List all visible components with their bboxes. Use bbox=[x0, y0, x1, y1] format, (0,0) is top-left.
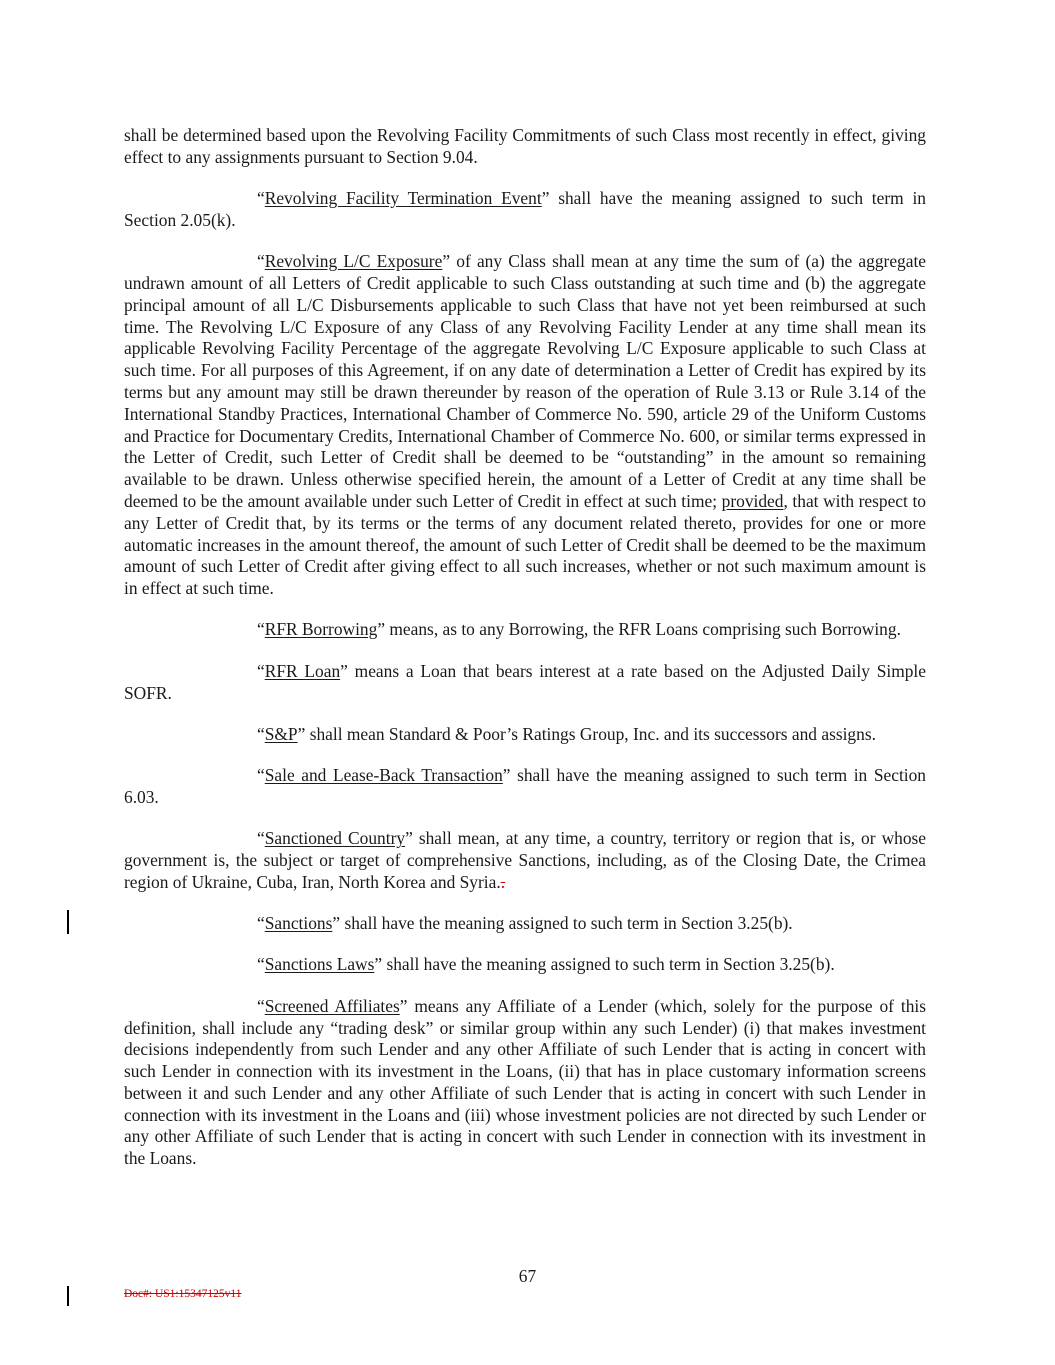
definition-text: shall have the meaning assigned to such term in Section 3.25(b). bbox=[340, 913, 793, 934]
definition-sale-and-lease-back-transaction: “Sale and Lease-Back Transaction” shall have the meaning assigned to such term in Section 6.03. bbox=[124, 765, 927, 807]
definition-text: shall mean Standard & Poor’s Ratings Group, Inc. and its successors and assigns. bbox=[305, 723, 876, 744]
document-id-footer: Doc#: US1:15347125v11 bbox=[124, 1288, 242, 1300]
defined-term: Sanctioned Country bbox=[264, 828, 406, 849]
change-bar-footer bbox=[67, 1286, 69, 1306]
definition-text-continued: , that with respect to any Letter of Credit that, by its terms or the terms of any document related thereto, provides for one or more automatic increases in the amount thereof, the amount of such Letter of Credit shall be deemed to be the maximum amount of such Letter of Credit after giving effect to all such increases, whether or not such maximum amount is in effect at such time. bbox=[124, 490, 926, 599]
definition-revolving-lc-exposure: “Revolving L/C Exposure” of any Class shall mean at any time the sum of (a) the aggregate undrawn amount of all Letters of Credit applicable to such Class outstanding at such time and (b) the aggregate principal amount of all L/C Disbursements applicable to such Class that have not yet been reimbursed at such time. The Revolving L/C Exposure of any Class of any Revolving Facility Lender at any time shall mean its applicable Revolving Facility Percentage of the aggregate Revolving L/C Exposure applicable to such Class at such time. For all purposes of this Agreement, if on any date of determination a Letter of Credit has expired by its terms but any amount may still be drawn thereunder by reason of the operation of Rule 3.13 or Rule 3.14 of the International Standby Practices, International Chamber of Commerce No. 590, article 29 of the Uniform Customs and Practice for Documentary Credits, International Chamber of Commerce No. 600, or similar terms expressed in the Letter of Credit, such Letter of Credit shall be deemed to be “outstanding” in the amount so remaining available to be drawn. Unless otherwise specified herein, the amount of a Letter of Credit at any time shall be deemed to be the amount available under such Letter of Credit in effect at such time; provided, that with respect to any Letter of Credit that, by its terms or the terms of any document related thereto, provides for one or more automatic increases in the amount thereof, the amount of such Letter of Credit shall be deemed to be the maximum amount of such Letter of Credit after giving effect to all such increases, whether or not such maximum amount is in effect at such time. bbox=[124, 251, 927, 599]
document-body bbox=[124, 125, 926, 1190]
definition-text: shall have the meaning assigned to such term in Section 2.05(k). bbox=[124, 188, 926, 230]
defined-term: Sanctions bbox=[264, 913, 333, 934]
defined-term: RFR Loan bbox=[264, 660, 341, 681]
definition-text: shall have the meaning assigned to such term in Section 6.03. bbox=[124, 765, 927, 807]
definition-text: means, as to any Borrowing, the RFR Loans comprising such Borrowing. bbox=[385, 619, 901, 640]
definition-sanctions: “Sanctions” shall have the meaning assigned to such term in Section 3.25(b). bbox=[257, 913, 793, 934]
deleted-text-markup: . bbox=[500, 871, 506, 892]
definition-text: means any Affiliate of a Lender (which, solely for the purpose of this definition, shall include any “trading desk” or similar group within any such Lender) (i) that makes investment decisions independently from such Lender and any other Affiliate of such Lender that is acting in concert with such Lender in connection with its investment in the Loans, (ii) that has in place customary information screens between it and such Lender and any other Affiliate of such Lender that is acting in concert with such Lender in connection with its investment in the Loans and (iii) whose investment policies are not directed by such Lender or any other Affiliate of such Lender that is acting in concert with such Lender in connection with its investment in the Loans. bbox=[124, 995, 926, 1169]
definition-screened-affiliates: “Screened Affiliates” means any Affiliate of a Lender (which, solely for the purpose of this definition, shall include any “trading desk” or similar group within any such Lender) (i) that makes investment decisions independently from such Lender and any other Affiliate of such Lender that is acting in concert with such Lender in connection with its investment in the Loans, (ii) that has in place customary information screens between it and such Lender and any other Affiliate of such Lender that is acting in concert with such Lender in connection with its investment in the Loans and (iii) whose investment policies are not directed by such Lender or any other Affiliate of such Lender that is acting in concert with such Lender in connection with its investment in the Loans. bbox=[124, 995, 926, 1169]
definition-text: shall mean, at any time, a country, territory or region that is, or whose government is, the subject or target of comprehensive Sanctions, including, as of the Closing Date, the Crimea region of Ukraine, Cuba, Iran, North Korea and Syria. bbox=[124, 828, 927, 892]
defined-term: Sanctions Laws bbox=[264, 954, 375, 975]
definition-text: means a Loan that bears interest at a rate based on the Adjusted Daily Simple SOFR. bbox=[124, 660, 926, 703]
defined-term: Sale and Lease-Back Transaction bbox=[264, 765, 503, 786]
definition-revolving-facility-termination-event: “Revolving Facility Termination Event” shall have the meaning assigned to such term in Section 2.05(k). bbox=[124, 188, 926, 230]
continuation-paragraph bbox=[124, 125, 926, 169]
defined-term: Screened Affiliates bbox=[264, 995, 400, 1016]
defined-term: S&P bbox=[264, 723, 298, 744]
defined-term: Revolving L/C Exposure bbox=[264, 251, 443, 272]
definition-sanctioned-country: “Sanctioned Country” shall mean, at any time, a country, territory or region that is, or whose government is, the subject or target of comprehensive Sanctions, including, as of the Closing Date, the Crimea region of Ukraine, Cuba, Iran, North Korea and Syria.. bbox=[124, 828, 927, 892]
definition-text: of any Class shall mean at any time the sum of (a) the aggregate undrawn amount of all Letters of Credit applicable to such Class outstanding at such time and (b) the aggregate principal amount of all L/C Disbursements applicable to such Class that have not yet been reimbursed at such time. The Revolving L/C Exposure of any Class of any Revolving Facility Lender at any time shall mean its applicable Revolving Facility Percentage of the aggregate Revolving L/C Exposure applicable to such Class at such time. For all purposes of this Agreement, if on any date of determination a Letter of Credit has expired by its terms but any amount may still be drawn thereunder by reason of the operation of Rule 3.13 or Rule 3.14 of the International Standby Practices, International Chamber of Commerce No. 590, article 29 of the Uniform Customs and Practice for Documentary Credits, International Chamber of Commerce No. 600, or similar terms expressed in the Letter of Credit, such Letter of Credit shall be deemed to be “outstanding” in the amount so remaining available to be drawn. Unless otherwise specified herein, the amount of a Letter of Credit at any time shall be deemed to be the amount available under such Letter of Credit in effect at such time; bbox=[124, 251, 927, 511]
continuation-text: shall be determined based upon the Revolving Facility Commitments of such Class most recently in effect, giving effect to any assignments pursuant to Section 9.04. bbox=[124, 125, 926, 167]
defined-term: Revolving Facility Termination Event bbox=[264, 188, 542, 209]
definition-text: shall have the meaning assigned to such term in Section 3.25(b). bbox=[382, 954, 835, 975]
definition-rfr-loan: “RFR Loan” means a Loan that bears interest at a rate based on the Adjusted Daily Simple SOFR. bbox=[124, 660, 926, 703]
page-number: 67 bbox=[518, 1266, 537, 1286]
provided-emphasis: provided bbox=[721, 490, 784, 511]
definition-rfr-borrowing: “RFR Borrowing” means, as to any Borrowing, the RFR Loans comprising such Borrowing. bbox=[257, 619, 901, 640]
defined-term: RFR Borrowing bbox=[264, 619, 378, 640]
definition-sanctions-laws: “Sanctions Laws” shall have the meaning assigned to such term in Section 3.25(b). bbox=[257, 954, 835, 975]
change-bar-sanctioned-country bbox=[67, 910, 69, 934]
definition-s-and-p: “S&P” shall mean Standard & Poor’s Ratings Group, Inc. and its successors and assigns. bbox=[257, 723, 876, 744]
